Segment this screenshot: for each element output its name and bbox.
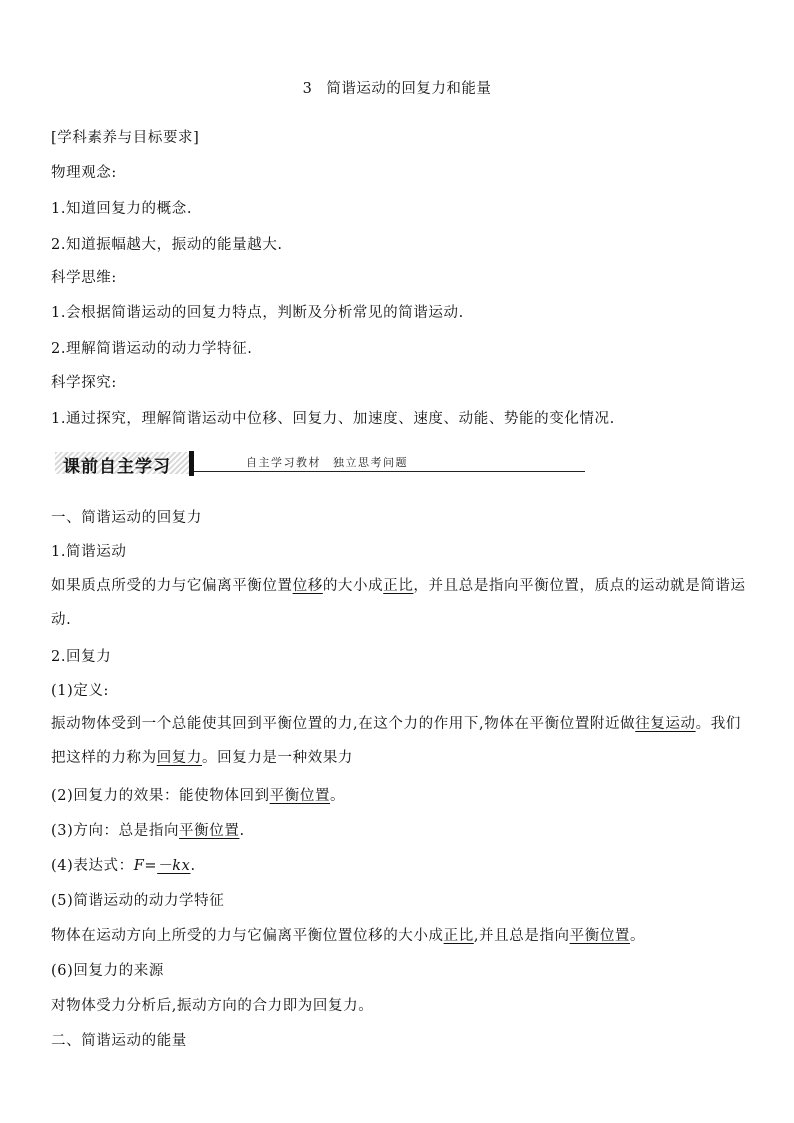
restoring-force-title: 2.回复力 [51,649,112,665]
banner-subtitle-2: 独立思考问题 [333,456,408,469]
source-text: 对物体受力分析后,振动方向的合力即为回复力。 [51,998,374,1014]
physics-concept-item-2: 2.知道振幅越大，振动的能量越大. [51,237,283,253]
definition-title: (1)定义: [51,683,110,699]
title-text: 简谐运动的回复力和能量 [326,81,492,97]
scientific-inquiry-item-1: 1.通过探究，理解简谐运动中位移、回复力、加速度、速度、动能、势能的变化情况. [51,411,615,427]
title-number: 3 [302,81,313,97]
answer-equilibrium-2: 平衡位置 [179,823,240,839]
answer-proportional-2: 正比 [443,928,474,944]
scientific-thinking-heading: 科学思维: [51,270,117,286]
physics-concept-heading: 物理观念: [51,165,117,181]
restoring-force-direction: (3)方向：总是指向平衡位置. [51,823,245,839]
scientific-thinking-item-2: 2.理解简谐运动的动力学特征. [51,341,253,357]
section1-heading: 一、简谐运动的回复力 [51,510,202,526]
answer-formula: －kx [157,858,191,874]
expr-force: F [133,858,145,874]
banner-subtitle [246,454,408,470]
answer-displacement: 位移 [292,578,323,594]
scientific-thinking-item-1: 1.会根据简谐运动的回复力特点，判断及分析常见的简谐运动. [51,305,464,321]
simple-harmonic-definition: 如果质点所受的力与它偏离平衡位置位移的大小成正比，并且总是指向平衡位置，质点的运动就是简谐运动. [51,578,746,628]
section2-heading: 二、简谐运动的能量 [51,1033,187,1049]
banner-rule [194,471,585,472]
section-banner [51,451,585,477]
page-title [0,77,794,98]
banner-divider [189,451,194,476]
source-title: (6)回复力的来源 [51,963,164,979]
answer-reciprocating-motion: 往复运动 [635,716,696,732]
banner-label: 课前自主学习 [63,457,171,477]
restoring-force-effect: (2)回复力的效果：能使物体回到平衡位置。 [51,788,346,804]
answer-equilibrium-1: 平衡位置 [269,788,331,804]
restoring-force-definition: 振动物体受到一个总能使其回到平衡位置的力,在这个力的作用下,物体在平衡位置附近做往复运动。我们把这样的力称为回复力。回复力是一种效果力 [51,716,741,766]
answer-equilibrium-3: 平衡位置 [569,928,631,944]
banner-subtitle-1: 自主学习教材 [246,456,321,469]
restoring-force-expression: (4)表达式：F=－kx. [51,858,196,874]
answer-proportional: 正比 [383,578,414,594]
banner-label-box [55,452,189,477]
answer-restoring-force: 回复力 [156,750,203,766]
goals-header: [学科素养与目标要求] [51,130,200,146]
physics-concept-item-1: 1.知道回复力的概念. [51,201,193,217]
dynamics-title: (5)简谐运动的动力学特征 [51,893,225,909]
scientific-inquiry-heading: 科学探究: [51,375,117,391]
simple-harmonic-title: 1.简谐运动 [51,544,127,560]
dynamics-description: 物体在运动方向上所受的力与它偏离平衡位置位移的大小成正比,并且总是指向平衡位置。 [51,928,646,944]
